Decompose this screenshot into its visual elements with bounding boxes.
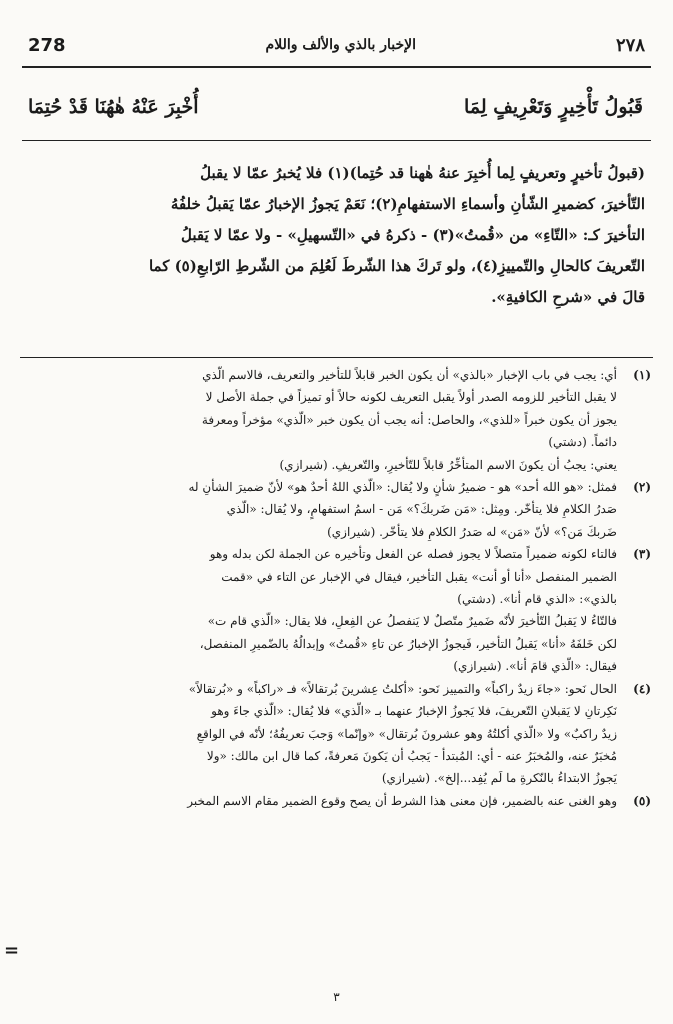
footnote-line: الحال نَحو: «جاءَ زيدٌ راكباً» والتمييز نَحو: «أكلتُ عِشرينَ بُرتقالاً» فـ «راكباً» و «بُرتقالاً» [188,681,617,696]
header-rule [22,66,651,68]
footnote-line: أي: يجب في باب الإخبار «بالذي» أن يكون الخبر قابلاً للتأخير والتعريف، فالاسم الّذي [202,368,617,382]
verse-line [28,96,643,136]
footnote-5 [22,790,651,812]
footnote-line: دائماً. (دشتي) [548,435,617,450]
footnote-line: وهو الغنى عنه بالضمير، فإن معنى هذا الشرط أن يصح وقوع الضمير مقام الاسم المخبر [187,793,617,808]
commentary-line: التأخيرَ كـ: «التّاءِ» من «قُمتُ»(٣) - ذكرهُ في «التّسهيلِ» - ولا عمّا لا يَقبلُ [180,226,645,244]
footnote-line: زيدٌ راكبٌ» ولا «الّذي أكلتُهُ وهو عشرونَ بُرتقال» «وإنّما» وَجبَ تعريفُهُ؛ لأنّه في الواقعِ [196,726,617,741]
commentary-line: قالَ في «شرحِ الكافيةِ». [491,288,645,306]
footnote-line: مُخبَرٌ عنه، والمُخبَرُ عنه - أي: المُبتدأ - يَجبُ أن يَكونَ مَعرفةً، كما قال ابن مالك: «ولا [206,748,617,763]
verse-rule [22,140,651,141]
footnote-line: بالذي»: «الذي قام أنا». (دشتي) [457,592,617,607]
footnote-line: فالتّاءُ لا يَقبلُ التّأخيرَ لأنّه ضَميرٌ متّصلٌ لا يَنفصلُ عن الفِعلِ، فلا يقال: «الّذي قام ت» [207,614,617,629]
footnote-2 [22,476,651,543]
page-number-latin: 278 [28,34,66,56]
verse-first-hemistich: قَبُولُ تَأْخِيرٍ وَتَعْرِيفٍ لِمَا [464,96,643,118]
page-number-arabic: ٢٧٨ [615,34,645,56]
footnote-number: (١) [633,368,651,382]
footnote-line: يَجوزُ الابتداءُ بالنّكرةِ ما لَم يُفِد...إلخ». (شيرازي) [381,771,617,786]
footnote-number: (٤) [633,681,651,696]
footnote-1 [22,364,651,476]
commentary-line: التّعريفَ كالحالِ والتّمييزِ(٤)، ولو تَركَ هذا الشّرطَ لَعُلِمَ من الشّرطِ الرّابعِ(٥) كما [148,257,645,275]
continuation-mark: = [4,940,20,961]
footnote-4 [22,678,651,790]
footnote-line: فيقال: «الّذي قامَ أنا». (شيرازي) [453,659,617,674]
footnote-line: لا يقبل التأخير للزومه الصدر أولاً يقبل التعريف لكونه حالاً أو تميزاً في جملة الأصل لا [205,390,617,405]
footnote-number: (٥) [633,793,651,808]
running-title: الإخبار بالذي والألف واللام [265,37,417,53]
verse-second-hemistich: أُخْبِرَ عَنْهُ هٰهُنَا قَدْ حُتِمَا [28,96,199,118]
page-header [28,30,645,60]
footnotes [22,364,651,812]
footnote-line: يجوز أن يكون خبراً «للذي»، والحاصل: أنه يجب أن يكون خبر «الّذي» مؤخراً ومعرفة [201,412,617,427]
footnote-line: فالتاء لكونه ضميراً متصلاً لا يجوز فصله عن الفعل وتأخيره عن الجملة لكن بدله وهو [209,547,617,562]
footnote-line: ضَربكَ مَن؟» لأنّ «مَن» له صَدرُ الكلامِ فلا يتأخّر. (شيرازي) [327,524,617,539]
footnote-line: نَكِرتانِ لا يَقبلانِ التّعريفَ، فلا يَجوزُ الإخبارُ عنهما بـ «الّذي» فلا يُقال: «الّذي جاءَ وهو [211,704,617,719]
footnote-rule [20,357,653,358]
footnote-line: صَدرُ الكلامِ فلا يتأخّر. ومِثل: «مَن ضَربكَ؟» مَن - اسمُ استفهامٍ، ولا يُقال: «الّذي [226,502,617,517]
footnote-line: فمثل: «هو الله أحد» هو - ضميرُ شأنٍ ولا يُقال: «الّذي اللهُ أحدٌ هو» لأنّ ضميرَ الشأنِ له [188,480,617,495]
footnote-number: (٣) [633,547,651,562]
signature-mark: ٣ [333,990,340,1004]
commentary-line: التّأخيرَ، كضميرِ الشّأنِ وأسماءِ الاستفهامِ(٢)؛ نَعَمْ يَجوزُ الإخبارُ عمّا يَقبلُ خلفُهُ [170,195,645,213]
commentary-text [26,158,645,313]
footnote-line: لكن خَلفَهُ «أنا» يَقبلُ التأخير، فَيجوزُ الإخبارُ عن تاءِ «قُمتُ» وإبدالُهُ بالضّميرِ المنفصل، [199,636,617,651]
footnote-3 [22,543,651,677]
footnote-number: (٢) [633,480,651,495]
commentary-line: (قبولُ تأخيرٍ وتعريفٍ لِما أُخبِرَ عنهُ هٰهنا قد حُتِما)(١) فلا يُخبرُ عمّا لا يقبلُ [200,164,645,182]
footnote-line: الضمير المنفصل «أنا أو أنت» يقبل التأخير، فيقال في الإخبار عن التاء في «قمت [221,569,617,584]
footnote-line: يعني: يجبُ أن يكونَ الاسم المتأخِّرُ قابلاً للتّأخيرِ، والتّعريفِ. (شيرازي) [279,457,617,472]
